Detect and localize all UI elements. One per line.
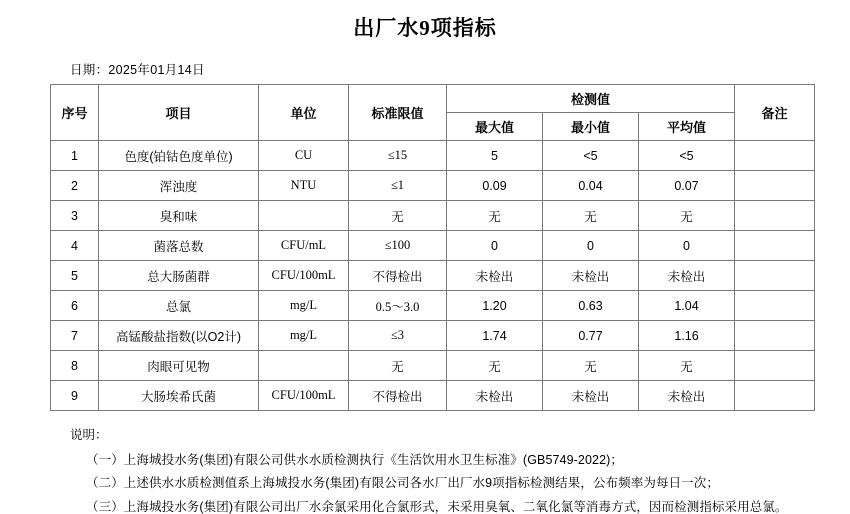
cell-min: 0.77 [543,321,639,351]
cell-avg: 0 [639,231,735,261]
cell-avg: 无 [639,201,735,231]
header-min: 最小值 [543,113,639,141]
cell-limit: ≤15 [349,141,447,171]
cell-remark [735,351,815,381]
cell-remark [735,201,815,231]
table-row [51,321,815,351]
cell-avg: 无 [639,351,735,381]
table-row [51,351,815,381]
cell-unit: NTU [259,171,349,201]
cell-remark [735,381,815,411]
cell-min: 0.63 [543,291,639,321]
cell-item: 大肠埃希氏菌 [99,381,259,411]
notes-section [50,429,850,513]
notes-title: 说明： [70,428,108,442]
cell-limit: 无 [349,351,447,381]
cell-limit: ≤1 [349,171,447,201]
cell-avg: <5 [639,141,735,171]
cell-remark [735,141,815,171]
cell-max: 5 [447,141,543,171]
cell-min: 未检出 [543,381,639,411]
cell-min: 0 [543,231,639,261]
cell-item: 高锰酸盐指数(以O2计) [99,321,259,351]
cell-no: 7 [51,321,99,351]
water-quality-table [50,84,815,411]
cell-item: 色度(铂钴色度单位) [99,141,259,171]
cell-unit: mg/L [259,321,349,351]
header-detection-group: 检测值 [447,85,735,113]
report-date: 日期：2025年01月14日 [70,63,205,77]
table-header-row-1 [51,85,815,113]
cell-avg: 未检出 [639,261,735,291]
cell-item: 总大肠菌群 [99,261,259,291]
note-line-3: （三）上海城投水务(集团)有限公司出厂水余氯采用化合氯形式，未采用臭氧、二氧化氯等消毒方式，因而检测指标采用总氯。 [86,499,788,514]
cell-no: 4 [51,231,99,261]
cell-max: 未检出 [447,261,543,291]
header-item: 项目 [99,85,259,141]
table-row [51,141,815,171]
cell-no: 1 [51,141,99,171]
cell-max: 1.20 [447,291,543,321]
header-avg: 平均值 [639,113,735,141]
cell-unit: CFU/mL [259,231,349,261]
cell-max: 无 [447,201,543,231]
table-row [51,201,815,231]
table-row [51,291,815,321]
header-max: 最大值 [447,113,543,141]
cell-max: 无 [447,351,543,381]
header-remark: 备注 [735,85,815,141]
cell-unit [259,351,349,381]
cell-remark [735,231,815,261]
cell-min: <5 [543,141,639,171]
header-no: 序号 [51,85,99,141]
cell-min: 无 [543,351,639,381]
cell-no: 6 [51,291,99,321]
cell-limit: 不得检出 [349,261,447,291]
cell-remark [735,261,815,291]
cell-remark [735,291,815,321]
table-row [51,261,815,291]
cell-limit: ≤100 [349,231,447,261]
note-line-2: （二）上述供水水质检测值系上海城投水务(集团)有限公司各水厂出厂水9项指标检测结果，公布频率为每日一次； [86,476,719,490]
cell-no: 2 [51,171,99,201]
header-unit: 单位 [259,85,349,141]
cell-unit [259,201,349,231]
cell-item: 菌落总数 [99,231,259,261]
cell-max: 0.09 [447,171,543,201]
table-row [51,231,815,261]
cell-unit: mg/L [259,291,349,321]
cell-remark [735,171,815,201]
cell-no: 9 [51,381,99,411]
cell-item: 总氯 [99,291,259,321]
cell-remark [735,321,815,351]
table-row [51,381,815,411]
header-limit: 标准限值 [349,85,447,141]
cell-item: 浑浊度 [99,171,259,201]
cell-limit: 不得检出 [349,381,447,411]
cell-avg: 0.07 [639,171,735,201]
cell-unit: CFU/100mL [259,261,349,291]
cell-min: 0.04 [543,171,639,201]
cell-min: 未检出 [543,261,639,291]
cell-avg: 1.16 [639,321,735,351]
page-title: 出厂水9项指标 [353,16,497,40]
cell-unit: CU [259,141,349,171]
cell-min: 无 [543,201,639,231]
cell-item: 肉眼可见物 [99,351,259,381]
cell-max: 未检出 [447,381,543,411]
cell-avg: 1.04 [639,291,735,321]
cell-limit: ≤3 [349,321,447,351]
table-row [51,171,815,201]
note-line-1: （一）上海城投水务(集团)有限公司供水水质检测执行《生活饮用水卫生标准》(GB5749-2022)； [86,452,623,467]
cell-limit: 无 [349,201,447,231]
cell-no: 5 [51,261,99,291]
cell-max: 1.74 [447,321,543,351]
cell-no: 3 [51,201,99,231]
cell-no: 8 [51,351,99,381]
cell-avg: 未检出 [639,381,735,411]
cell-max: 0 [447,231,543,261]
cell-item: 臭和味 [99,201,259,231]
cell-unit: CFU/100mL [259,381,349,411]
cell-limit: 0.5～3.0 [349,291,447,321]
